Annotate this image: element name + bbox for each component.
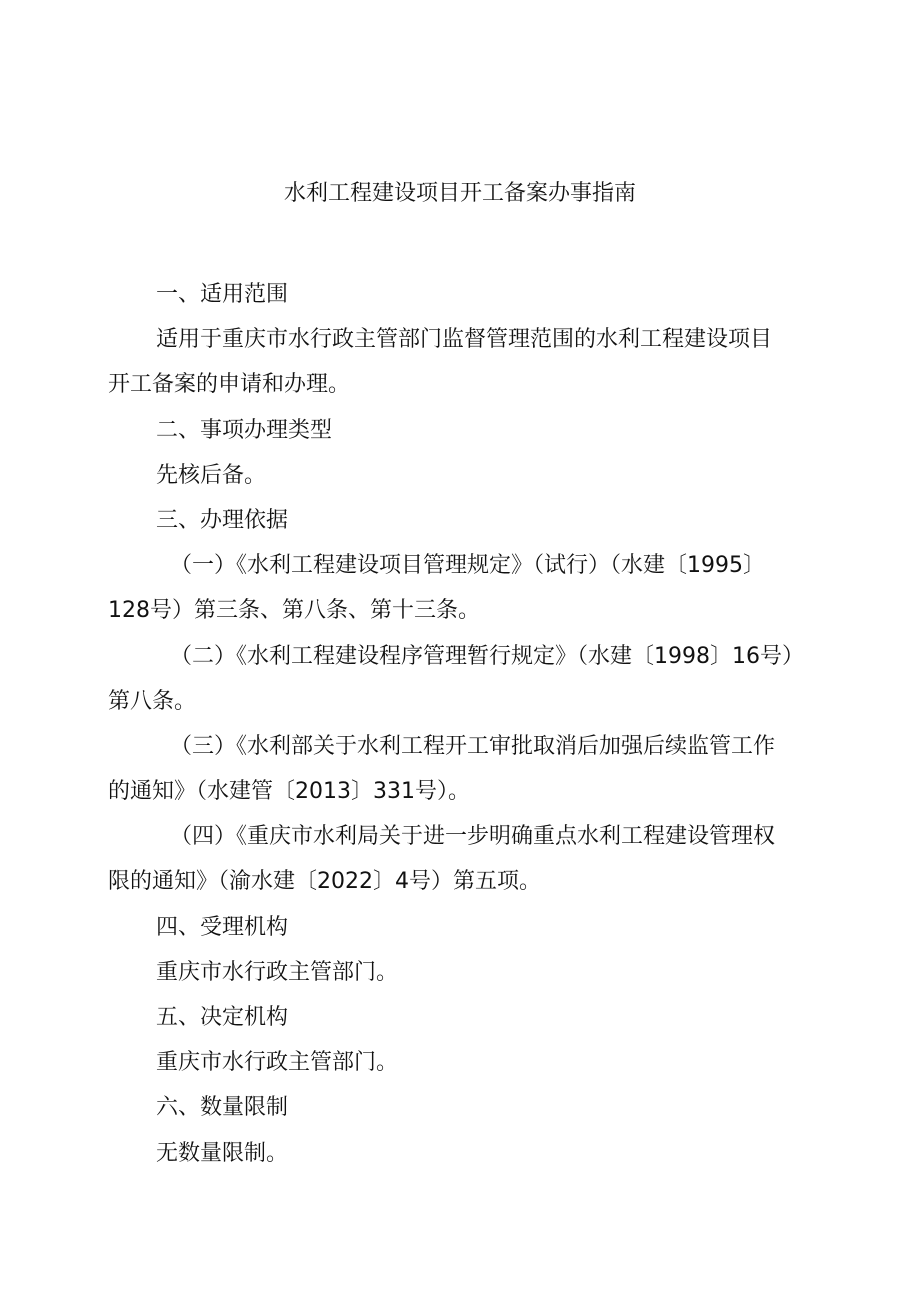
paragraph-type: 先核后备。: [156, 462, 267, 488]
paragraph-accepting-agency: 重庆市水行政主管部门。: [156, 959, 399, 985]
basis-item-2-line-1: （二）《水利工程建设程序管理暂行规定》（水建〔1998〕16号）: [170, 643, 804, 669]
paragraph-scope-line-1: 适用于重庆市水行政主管部门监督管理范围的水利工程建设项目: [156, 327, 773, 353]
basis-item-3-line-2: 的通知》（水建管〔2013〕331号）。: [108, 779, 470, 805]
basis-item-2-line-2: 第八条。: [108, 688, 197, 714]
section-heading-quantity-limit: 六、数量限制: [156, 1095, 289, 1121]
basis-item-4-line-2: 限的通知》（渝水建〔2022〕4号）第五项。: [108, 869, 541, 895]
paragraph-deciding-agency: 重庆市水行政主管部门。: [156, 1050, 399, 1076]
basis-item-3-line-1: （三）《水利部关于水利工程开工审批取消后加强后续监管工作: [170, 733, 776, 759]
basis-item-1-line-2: 128号）第三条、第八条、第十三条。: [108, 598, 480, 624]
section-heading-type: 二、事项办理类型: [156, 417, 333, 443]
document-body: [108, 272, 820, 1176]
paragraph-scope-line-2: 开工备案的申请和办理。: [108, 372, 351, 398]
section-heading-accepting-agency: 四、受理机构: [156, 914, 289, 940]
basis-item-1-line-1: （一）《水利工程建设项目管理规定》（试行）（水建〔1995〕: [170, 553, 765, 579]
section-heading-basis: 三、办理依据: [156, 507, 289, 533]
document-title: 水利工程建设项目开工备案办事指南: [283, 181, 636, 206]
basis-item-4-line-1: （四）《重庆市水利局关于进一步明确重点水利工程建设管理权: [170, 824, 776, 850]
section-heading-deciding-agency: 五、决定机构: [156, 1005, 289, 1030]
paragraph-quantity-limit: 无数量限制。: [156, 1140, 289, 1166]
section-heading-scope: 一、适用范围: [156, 282, 289, 307]
